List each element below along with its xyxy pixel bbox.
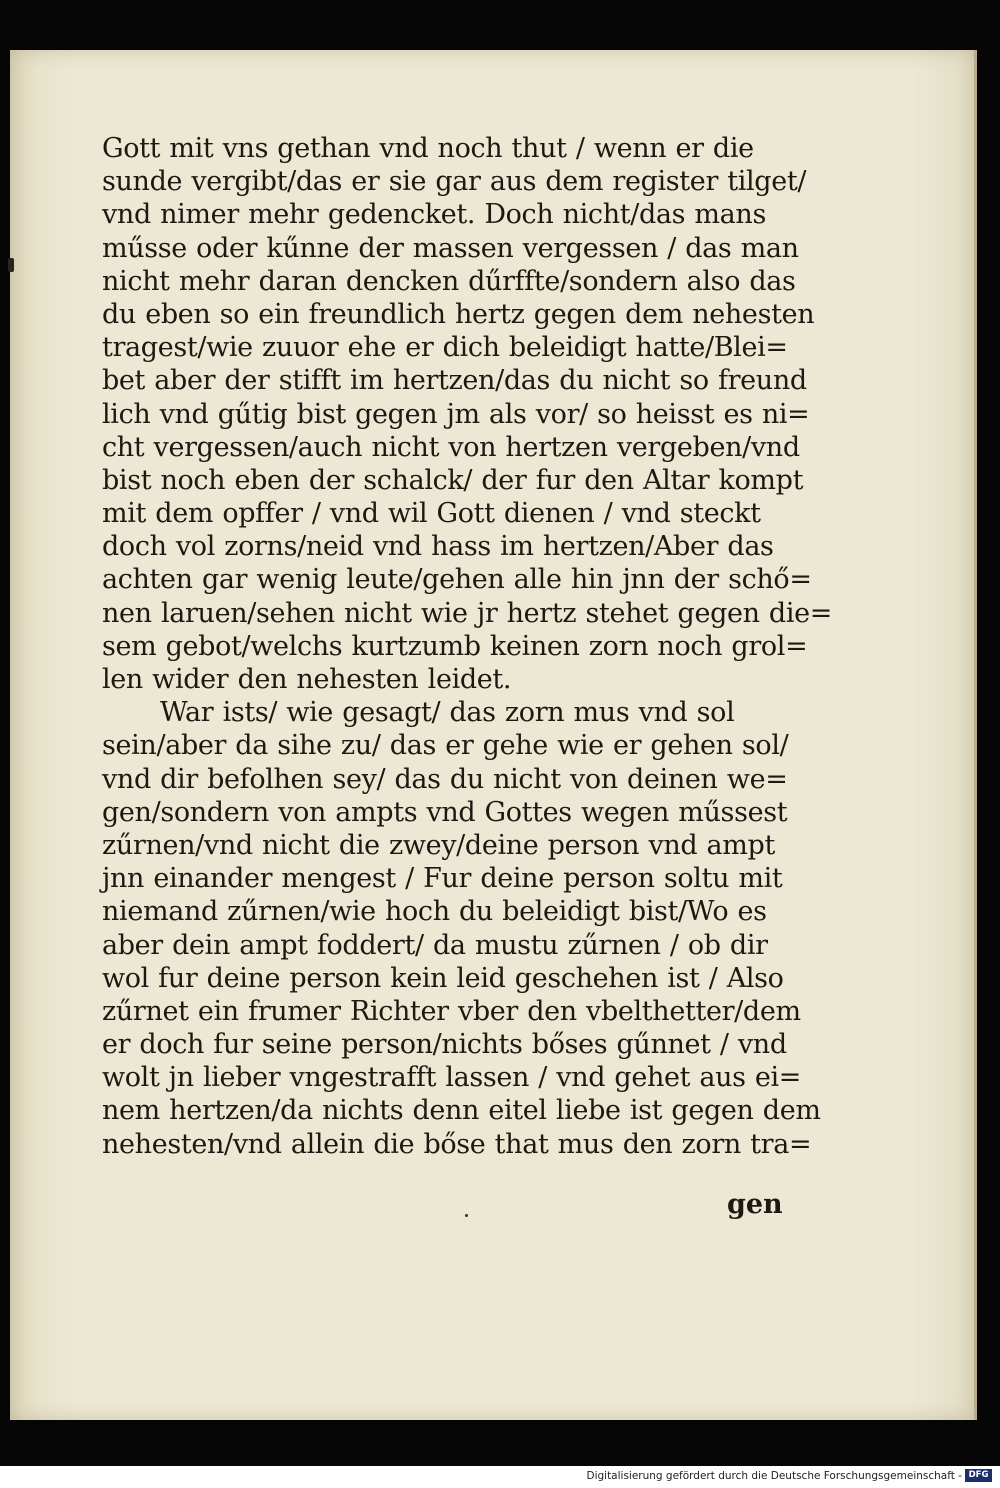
text-line: niemand zűrnen/wie hoch du beleidigt bist/Wo es bbox=[102, 896, 767, 928]
text-line: nen laruen/sehen nicht wie jr hertz stehet gegen die= bbox=[102, 597, 833, 629]
text-line: wolt jn lieber vngestrafft lassen / vnd gehet aus ei= bbox=[102, 1062, 802, 1094]
page-text-block bbox=[102, 132, 833, 1161]
text-line: bet aber der stifft im hertzen/das du nicht so freund bbox=[102, 365, 807, 397]
text-line: War ists/ wie gesagt/ das zorn mus vnd sol bbox=[160, 697, 735, 729]
text-line: vnd dir befolhen sey/ das du nicht von deinen we= bbox=[102, 763, 788, 795]
text-line: sem gebot/welchs kurtzumb keinen zorn noch grol= bbox=[102, 630, 808, 662]
text-line: er doch fur seine person/nichts bőses gűnnet / vnd bbox=[102, 1029, 787, 1061]
text-line: len wider den nehesten leidet. bbox=[102, 664, 512, 695]
text-line: nehesten/vnd allein die bőse that mus den zorn tra= bbox=[102, 1128, 812, 1160]
dfg-logo: DFG bbox=[965, 1469, 992, 1482]
margin-mark bbox=[8, 258, 14, 272]
text-line: wol fur deine person kein leid geschehen ist / Also bbox=[102, 962, 784, 994]
text-line: nicht mehr daran dencken dűrffte/sondern also das bbox=[102, 265, 796, 297]
text-line: zűrnet ein frumer Richter vber den vbelthetter/dem bbox=[102, 995, 801, 1027]
text-line: nem hertzen/da nichts denn eitel liebe ist gegen dem bbox=[102, 1095, 821, 1127]
text-line: sunde vergibt/das er sie gar aus dem register tilget/ bbox=[102, 166, 807, 198]
catchword: gen bbox=[727, 1189, 783, 1220]
text-line: doch vol zorns/neid vnd hass im hertzen/Aber das bbox=[102, 531, 774, 563]
text-line: aber dein ampt foddert/ da mustu zűrnen / ob dir bbox=[102, 929, 768, 961]
text-line: du eben so ein freundlich hertz gegen dem nehesten bbox=[102, 298, 815, 330]
text-line: Gott mit vns gethan vnd noch thut / wenn er die bbox=[102, 133, 754, 164]
page-edge bbox=[974, 50, 977, 1420]
text-line: műsse oder kűnne der massen vergessen / das man bbox=[102, 232, 799, 264]
text-line: gen/sondern von ampts vnd Gottes wegen műssest bbox=[102, 796, 788, 828]
text-line: tragest/wie zuuor ehe er dich beleidigt hatte/Blei= bbox=[102, 332, 788, 364]
text-line: lich vnd gűtig bist gegen jm als vor/ so heisst es ni= bbox=[102, 398, 810, 430]
text-line: bist noch eben der schalck/ der fur den Altar kompt bbox=[102, 464, 804, 496]
text-line: cht vergessen/auch nicht von hertzen vergeben/vnd bbox=[102, 431, 800, 463]
text-line: zűrnen/vnd nicht die zwey/deine person vnd ampt bbox=[102, 829, 775, 861]
text-line: jnn einander mengest / Fur deine person soltu mit bbox=[102, 863, 783, 895]
ink-dot bbox=[465, 1214, 468, 1217]
text-line: vnd nimer mehr gedencket. Doch nicht/das mans bbox=[102, 199, 766, 231]
footer-credit: Digitalisierung gefördert durch die Deutsche Forschungsgemeinschaft - bbox=[586, 1470, 962, 1482]
text-line: sein/aber da sihe zu/ das er gehe wie er gehen sol/ bbox=[102, 730, 789, 762]
text-line: achten gar wenig leute/gehen alle hin jnn der schő= bbox=[102, 564, 812, 596]
text-line: mit dem opffer / vnd wil Gott dienen / vnd steckt bbox=[102, 498, 761, 530]
